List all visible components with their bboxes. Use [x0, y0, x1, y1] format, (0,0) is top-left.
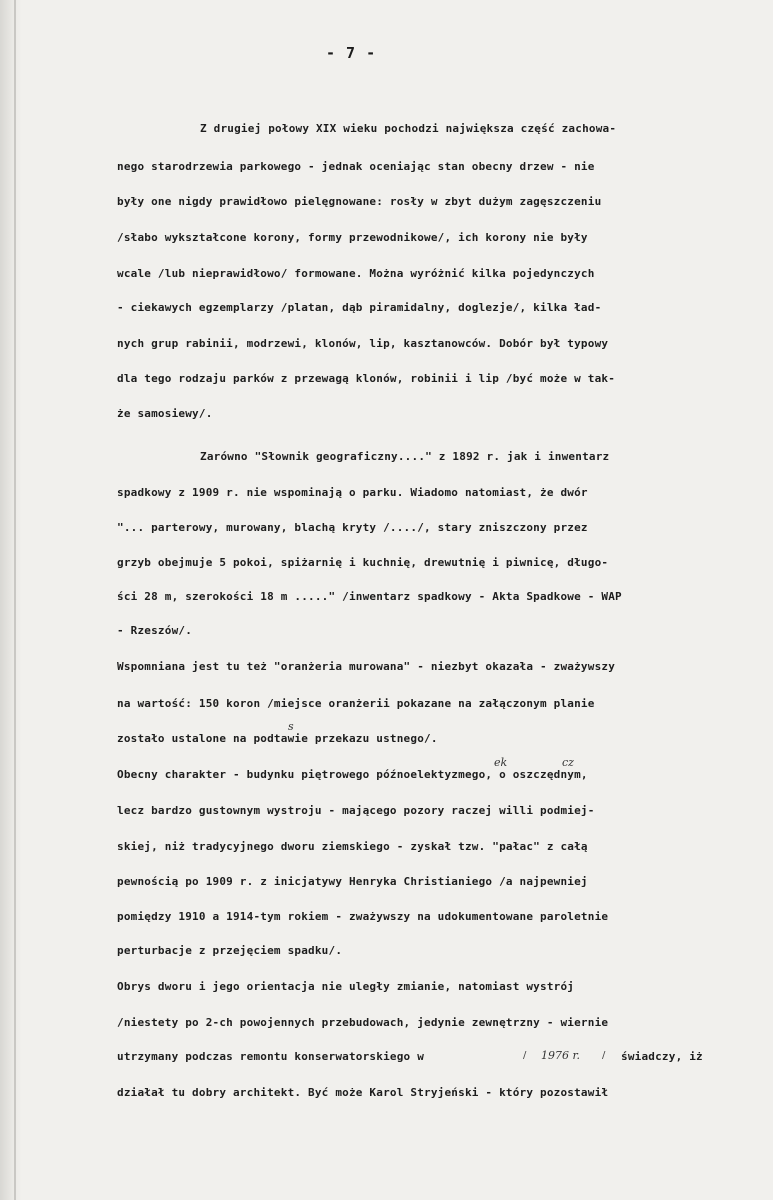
text-line: utrzymany podczas remontu konserwatorskiego w [117, 1050, 425, 1063]
text-line: - Rzeszów/. [117, 624, 193, 637]
text-line: zostało ustalone na podtawie przekazu ustnego/. [117, 732, 438, 745]
handwritten-year-note: 1976 r. [541, 1049, 581, 1062]
text-line: /słabo wykształcone korony, formy przewodnikowe/, ich korony nie były [117, 231, 588, 244]
text-line: skiej, niż tradycyjnego dworu ziemskiego - zyskał tzw. "pałac" z całą [117, 840, 588, 853]
handwritten-correction: ek [494, 756, 508, 769]
text-line: nego starodrzewia parkowego - jednak oceniając stan obecny drzew - nie [117, 160, 595, 173]
page-binding-line [14, 0, 16, 1200]
text-line-tail: świadczy, iż [621, 1050, 703, 1063]
text-line: dla tego rodzaju parków z przewagą klonów, robinii i lip /być może w tak- [117, 372, 616, 385]
page-binding-edge [0, 0, 22, 1200]
strikeout-mark: / [523, 1050, 527, 1061]
text-line: pomiędzy 1910 a 1914-tym rokiem - zważywszy na udokumentowane paroletnie [117, 910, 609, 923]
text-line: lecz bardzo gustownym wystroju - mającego pozory raczej willi podmiej- [117, 804, 595, 817]
text-line: były one nigdy prawidłowo pielęgnowane: rosły w zbyt dużym zagęszczeniu [117, 195, 602, 208]
page-number: - 7 - [326, 44, 377, 62]
text-line: /niestety po 2-ch powojennych przebudowach, jedynie zewnętrzny - wiernie [117, 1016, 609, 1029]
text-line: "... parterowy, murowany, blachą kryty /..../, stary zniszczony przez [117, 521, 588, 534]
text-line: na wartość: 150 koron /miejsce oranżerii pokazane na załączonym planie [117, 697, 595, 710]
text-line: wcale /lub nieprawidłowo/ formowane. Można wyróżnić kilka pojedynczych [117, 267, 595, 280]
text-line: ści 28 m, szerokości 18 m ....." /inwentarz spadkowy - Akta Spadkowe - WAP [117, 590, 622, 603]
text-line: pewnością po 1909 r. z inicjatywy Henryka Christianiego /a najpewniej [117, 875, 588, 888]
text-line: Obecny charakter - budynku piętrowego późnoelektyzmego, o oszczędnym, [117, 768, 588, 781]
text-line: Zarówno "Słownik geograficzny...." z 1892 r. jak i inwentarz [200, 450, 610, 463]
text-line: Obrys dworu i jego orientacja nie uległy zmianie, natomiast wystrój [117, 980, 575, 993]
handwritten-correction: cz [562, 756, 574, 769]
text-line: - ciekawych egzemplarzy /platan, dąb piramidalny, doglezje/, kilka ład- [117, 301, 602, 314]
text-line: działał tu dobry architekt. Być może Karol Stryjeński - który pozostawił [117, 1086, 609, 1099]
strikeout-mark: / [602, 1050, 606, 1061]
text-line: Wspomniana jest tu też "oranżeria murowana" - niezbyt okazała - zważywszy [117, 660, 616, 673]
text-line: Z drugiej połowy XIX wieku pochodzi największa część zachowa- [200, 122, 617, 135]
text-line: grzyb obejmuje 5 pokoi, spiżarnię i kuchnię, drewutnię i piwnicę, długo- [117, 556, 609, 569]
handwritten-correction: s [288, 720, 294, 733]
text-line: spadkowy z 1909 r. nie wspominają o parku. Wiadomo natomiast, że dwór [117, 486, 588, 499]
text-line: że samosiewy/. [117, 407, 213, 420]
text-line: perturbacje z przejęciem spadku/. [117, 944, 343, 957]
text-line: nych grup rabinii, modrzewi, klonów, lip, kasztanowców. Dobór był typowy [117, 337, 609, 350]
